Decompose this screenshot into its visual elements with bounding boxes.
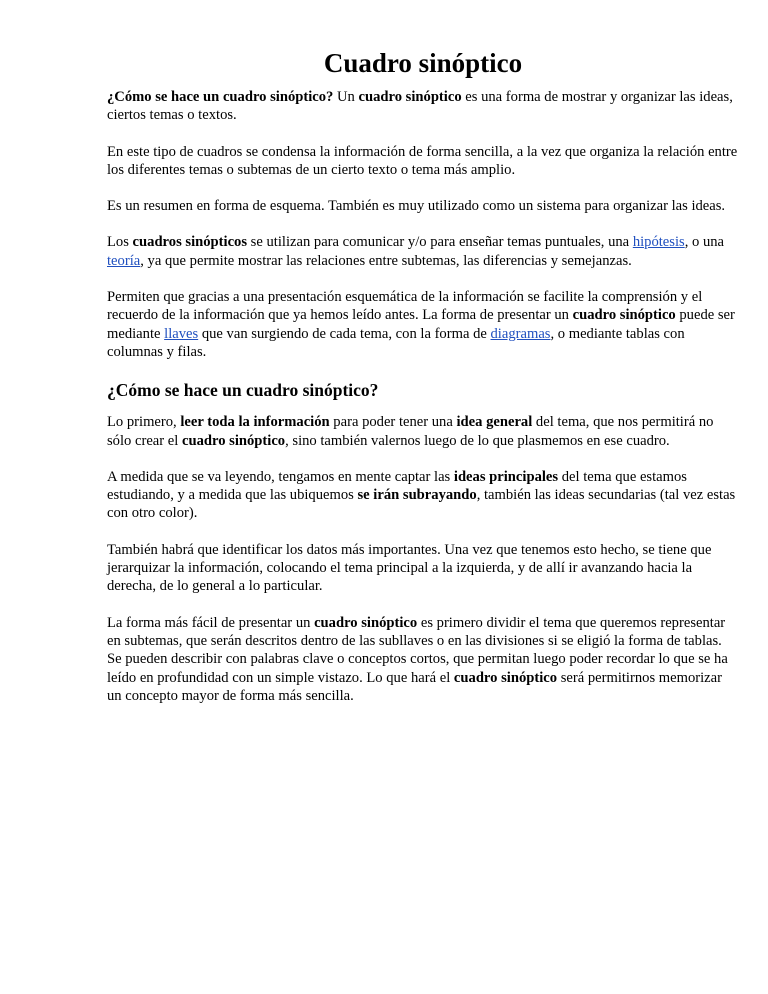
text: , también las ideas secundarias (tal vez estas con otro color). bbox=[107, 487, 736, 522]
text: para poder tener una bbox=[329, 414, 457, 431]
paragraph-reading bbox=[107, 468, 739, 523]
bold-text: cuadro sinóptico bbox=[453, 669, 558, 686]
link-llaves[interactable]: llaves bbox=[164, 325, 199, 342]
paragraph-condensation: En este tipo de cuadros se condensa la información de forma sencilla, a la vez que organiza la relación entre los diferentes temas o subtemas de un cierto texto o tema más amplio. bbox=[107, 143, 738, 178]
paragraph-first-step bbox=[107, 413, 739, 450]
paragraph-presentation bbox=[107, 288, 739, 361]
text: La forma más fácil de presentar un bbox=[107, 614, 315, 631]
text: del tema que estamos estudiando, y a medida que las ubiquemos bbox=[107, 468, 687, 504]
paragraph-intro bbox=[107, 88, 739, 125]
text: , o mediante tablas con columnas y filas. bbox=[107, 325, 685, 360]
paragraph-usage bbox=[107, 233, 739, 270]
link-teoria[interactable]: teoría bbox=[107, 252, 141, 269]
section-heading: ¿Cómo se hace un cuadro sinóptico? bbox=[107, 380, 379, 401]
text: es primero dividir el tema que queremos representar en subtemas, que serán descritos dentro de las subllaves o en las divisiones si se eligió la forma de tablas. Se pueden describir con palabras clave o conceptos cortos, que permitan luego poder recordar lo que se ha leído en profundidad con un simple vistazo. Lo que hará el bbox=[107, 614, 728, 686]
bold-text: cuadro sinóptico bbox=[181, 432, 286, 449]
text: es una forma de mostrar y organizar las ideas, ciertos temas o textos. bbox=[107, 89, 733, 124]
page-title: Cuadro sinóptico bbox=[323, 48, 523, 78]
text: , ya que permite mostrar las relaciones entre subtemas, las diferencias y semejanzas. bbox=[140, 252, 632, 269]
text: se utilizan para comunicar y/o para enseñar temas puntuales, una bbox=[247, 234, 633, 251]
text: puede ser mediante bbox=[107, 307, 735, 342]
text: Permiten que gracias a una presentación esquemática de la información se facilite la comprensión y el recuerdo de la información que ya hemos leído antes. La forma de presentar un bbox=[107, 289, 703, 324]
bold-text: se irán subrayando bbox=[357, 487, 477, 504]
text: Un bbox=[333, 89, 359, 105]
bold-text: cuadros sinópticos bbox=[132, 234, 248, 251]
text: Los bbox=[107, 234, 133, 251]
text: A medida que se va leyendo, tengamos en mente captar las bbox=[107, 468, 454, 485]
bold-text: idea general bbox=[456, 414, 533, 431]
bold-text: cuadro sinóptico bbox=[572, 307, 676, 324]
text: que van surgiendo de cada tema, con la forma de bbox=[198, 325, 491, 342]
bold-text: ideas principales bbox=[453, 468, 559, 485]
bold-text: ¿Cómo se hace un cuadro sinóptico? bbox=[107, 89, 334, 105]
link-hipotesis[interactable]: hipótesis bbox=[632, 234, 685, 251]
text: será permitirnos memorizar un concepto mayor de forma más sencilla. bbox=[107, 669, 722, 704]
text: del tema, que nos permitirá no sólo crear el bbox=[107, 414, 714, 449]
paragraph-easiest-form bbox=[107, 614, 739, 705]
bold-text: leer toda la información bbox=[180, 414, 330, 431]
document-page bbox=[107, 46, 739, 723]
link-diagramas[interactable]: diagramas bbox=[490, 325, 551, 342]
text: , sino también valernos luego de lo que plasmemos en ese cuadro. bbox=[285, 432, 670, 449]
text: Lo primero, bbox=[107, 414, 181, 431]
paragraph-summary: Es un resumen en forma de esquema. También es muy utilizado como un sistema para organizar las ideas. bbox=[107, 198, 726, 215]
bold-text: cuadro sinóptico bbox=[314, 614, 418, 631]
text: , o una bbox=[684, 234, 725, 251]
paragraph-hierarchy: También habrá que identificar los datos más importantes. Una vez que tenemos esto hecho, se tiene que jerarquizar la información, colocando el tema principal a la izquierda, y de allí ir avanzando hacia la derecha, de lo general a lo particular. bbox=[107, 541, 712, 595]
bold-text: cuadro sinóptico bbox=[358, 89, 462, 105]
